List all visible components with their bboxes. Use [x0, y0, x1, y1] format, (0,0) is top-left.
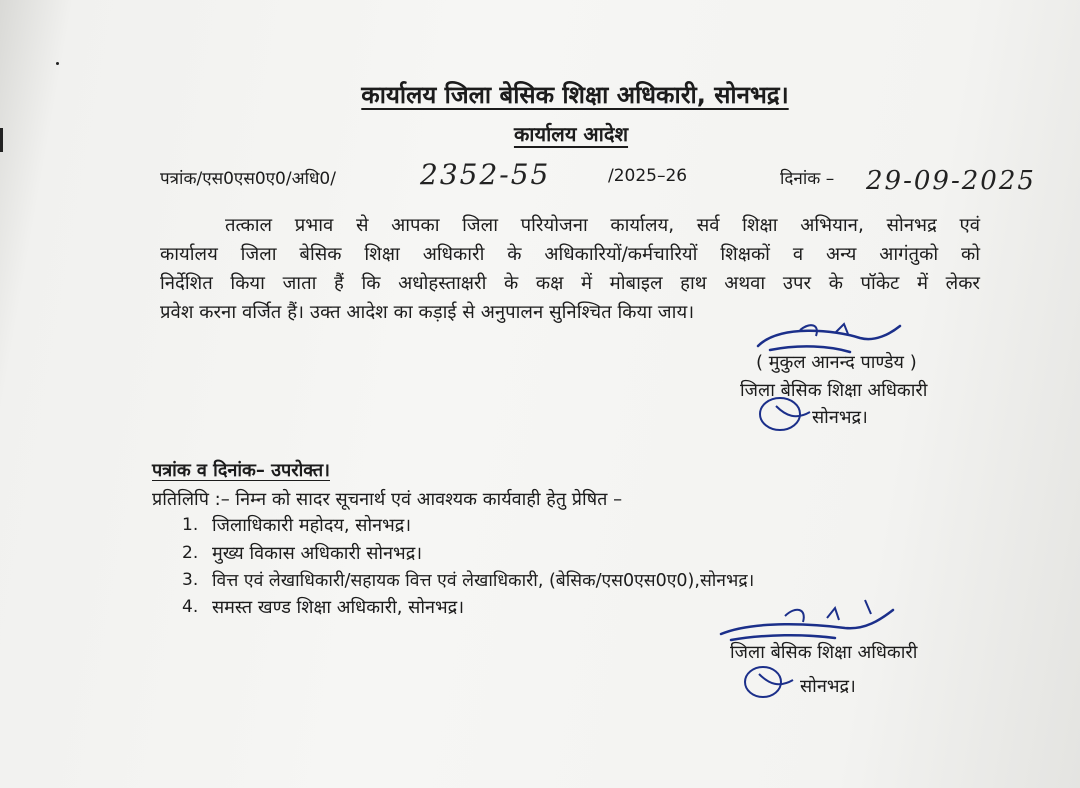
body-line: प्रवेश करना वर्जित हैं। उक्त आदेश का कड़ाई से अनुपालन सुनिश्चित किया जाय।: [160, 302, 695, 323]
reference-number-handwritten: 2352-55: [420, 158, 551, 191]
list-item: वित्त एवं लेखाधिकारी/सहायक वित्त एवं लेखाधिकारी, (बेसिक/एस0एस0ए0),सोनभद्र।: [212, 571, 755, 591]
list-item: जिलाधिकारी महोदय, सोनभद्र।: [212, 515, 412, 536]
office-title: कार्यालय जिला बेसिक शिक्षा अधिकारी, सोनभद्र।: [361, 81, 789, 109]
list-item-number: 2.: [182, 543, 199, 563]
signatory-name: ( मुकुल आनन्द पाण्डेय ): [756, 352, 917, 373]
body-line: निर्देशित किया जाता हैं कि अधोहस्ताक्षरी के कक्ष में मोबाइल हाथ अथवा उपर के पॉकेट में लेकर: [160, 273, 980, 294]
signatory-designation: जिला बेसिक शिक्षा अधिकारी: [740, 380, 928, 401]
body-line: तत्काल प्रभाव से आपका जिला परियोजना कार्यालय, सर्व शिक्षा अभियान, सोनभद्र एवं: [225, 215, 980, 236]
list-item: समस्त खण्ड शिक्षा अधिकारी, सोनभद्र।: [212, 597, 465, 618]
list-item: मुख्य विकास अधिकारी सोनभद्र।: [212, 543, 423, 564]
order-title: कार्यालय आदेश: [513, 122, 629, 146]
body-line: कार्यालय जिला बेसिक शिक्षा अधिकारी के अधिकारियों/कर्मचारियों शिक्षकों व अन्य आगंतुको को: [160, 244, 980, 265]
reference-prefix: पत्रांक/एस0एस0ए0/अधि0/: [160, 169, 336, 189]
copy-heading: पत्रांक व दिनांक– उपरोक्त।: [152, 460, 330, 481]
signatory-place: सोनभद्र।: [812, 407, 868, 428]
date-handwritten: 29-09-2025: [866, 166, 1036, 196]
signatory-designation: जिला बेसिक शिक्षा अधिकारी: [730, 642, 918, 663]
signatory-place: सोनभद्र।: [800, 676, 856, 697]
copy-intro: प्रतिलिपि :– निम्न को सादर सूचनार्थ एवं आवश्यक कार्यवाही हेतु प्रेषित –: [152, 489, 623, 510]
date-label: दिनांक –: [780, 169, 835, 189]
reference-year: /2025–26: [608, 166, 688, 186]
list-item-number: 3.: [182, 570, 199, 590]
list-item-number: 4.: [182, 597, 199, 617]
scan-mark: [56, 62, 59, 65]
list-item-number: 1.: [182, 515, 199, 535]
